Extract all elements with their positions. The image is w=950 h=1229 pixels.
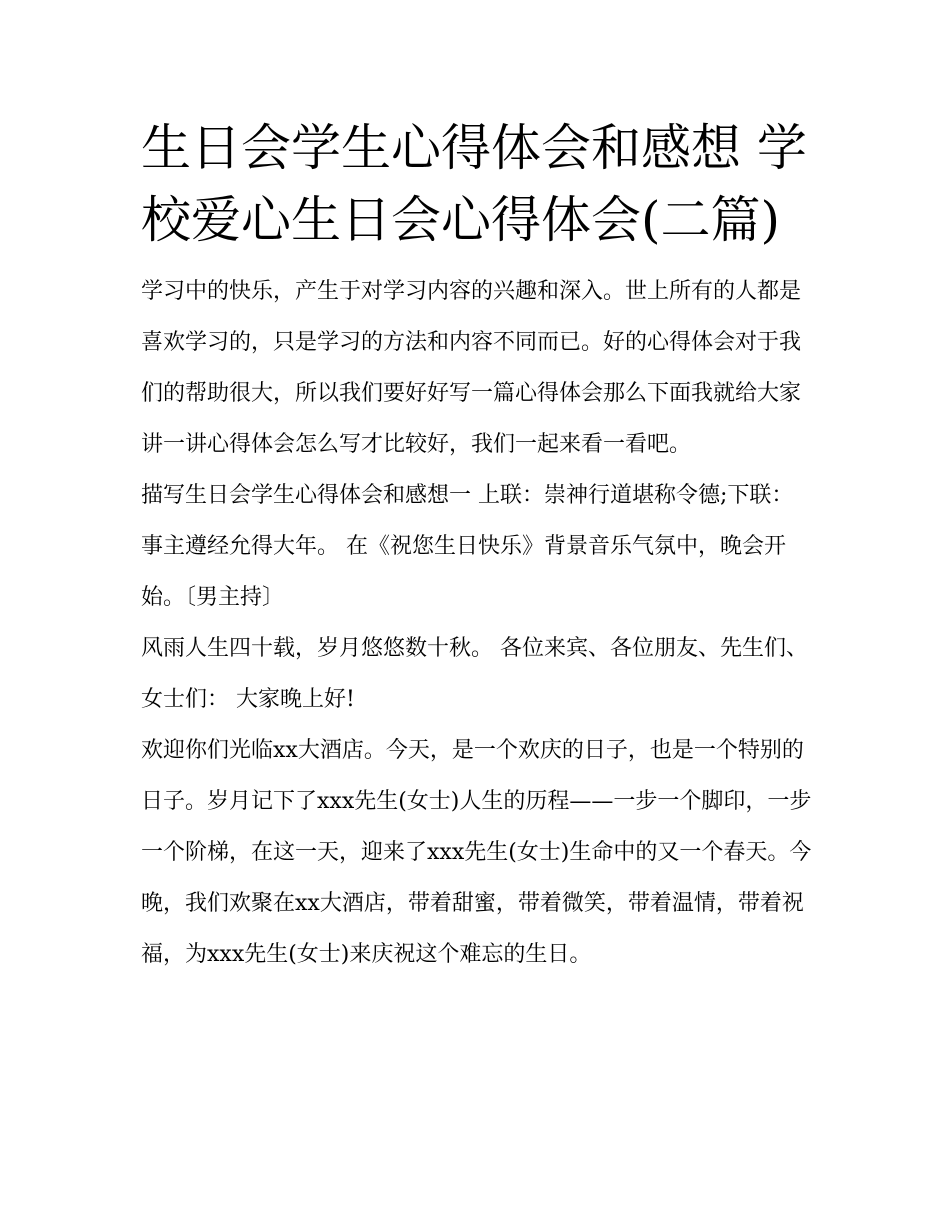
paragraph-welcome: 欢迎你们光临xx大酒店。今天，是一个欢庆的日子，也是一个特别的日子。岁月记下了xxx先生(女士)人生的历程——一步一个脚印，一步一个阶梯，在这一天，迎来了xxx先生(女士)生命中的又一个春天。今晚，我们欢聚在xx大酒店，带着甜蜜，带着微笑，带着温情，带着祝福，为xxx先生(女士)来庆祝这个难忘的生日。 — [141, 738, 812, 967]
paragraph-greeting: 风雨人生四十载，岁月悠悠数十秋。 各位来宾、各位朋友、先生们、女士们： 大家晚上好! — [141, 636, 808, 712]
document-title: 生日会学生心得体会和感想 学校爱心生日会心得体会(二篇) — [141, 119, 807, 249]
paragraph-couplet: 描写生日会学生心得体会和感想一 上联：崇神行道堪称令德;下联：事主遵经允得大年。 在《祝您生日快乐》背景音乐气氛中，晚会开始。〔男主持〕 — [141, 483, 794, 610]
paragraph-intro: 学习中的快乐，产生于对学习内容的兴趣和深入。世上所有的人都是喜欢学习的，只是学习的方法和内容不同而已。好的心得体会对于我们的帮助很大，所以我们要好好写一篇心得体会那么下面我就给大家讲一讲心得体会怎么写才比较好，我们一起来看一看吧。 — [141, 279, 802, 457]
document-body — [141, 112, 813, 980]
